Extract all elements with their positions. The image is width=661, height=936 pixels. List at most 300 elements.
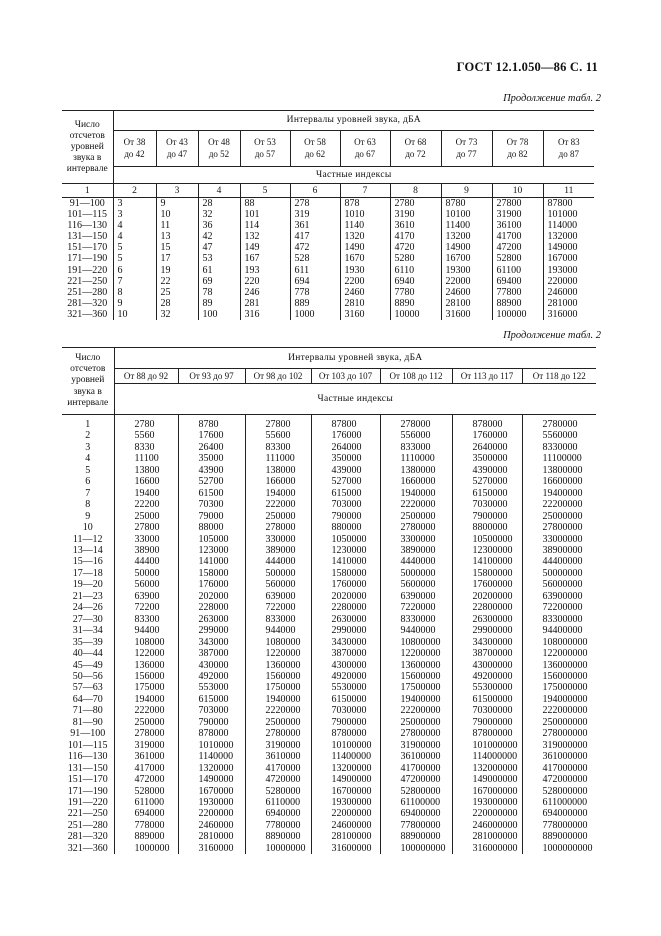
table-cell: 136000 <box>114 660 178 671</box>
table-cell: 703000 <box>178 705 245 716</box>
table-row <box>62 242 594 253</box>
table-cell: 19400000 <box>522 488 596 499</box>
table-cell: 17600000 <box>452 579 522 590</box>
table-cell: 4300000 <box>311 660 380 671</box>
table-cell: 4720 <box>390 242 441 253</box>
table-row <box>62 671 596 682</box>
table-cell: 878000 <box>178 728 245 739</box>
table-cell: 22200 <box>114 499 178 510</box>
table-cell: 2780000 <box>245 728 311 739</box>
table-cell: 11400000 <box>311 751 380 762</box>
table1-interval-header <box>198 130 240 166</box>
table-cell: 316 <box>240 309 290 320</box>
row-label: 31—34 <box>72 625 103 637</box>
table2-header <box>62 348 596 415</box>
table-cell: 250000 <box>114 717 178 728</box>
table2-partial-indices-label: Частные индексы <box>114 384 596 415</box>
table-cell: 6390000 <box>380 591 452 602</box>
table-row <box>62 534 596 545</box>
table-row <box>62 831 596 842</box>
table-cell: 123000 <box>178 545 245 556</box>
interval-from: От 63 <box>354 137 376 148</box>
table-cell: 1410000 <box>311 556 380 567</box>
table-cell: 528 <box>290 253 340 264</box>
table-row <box>62 522 596 533</box>
table-cell: 6150000 <box>452 488 522 499</box>
table-cell: 694 <box>290 276 340 287</box>
table-row <box>62 614 596 625</box>
row-label: 191—220 <box>67 264 108 276</box>
table-cell: 4920000 <box>311 671 380 682</box>
table1-intervals-row <box>62 130 594 166</box>
table-cell: 492000 <box>178 671 245 682</box>
table-row <box>62 682 596 693</box>
table-cell: 193000 <box>543 265 594 276</box>
table-cell: 156000000 <box>522 671 596 682</box>
table-cell: 47 <box>198 242 240 253</box>
table-cell: 176000 <box>178 579 245 590</box>
row-label: 27—30 <box>72 613 103 625</box>
table-cell: 878 <box>340 198 390 210</box>
table-cell: 28 <box>198 198 240 210</box>
table-cell: 31900 <box>492 209 543 220</box>
table-cell: 1360000 <box>245 660 311 671</box>
table-cell: 158000 <box>178 568 245 579</box>
table-cell: 250000000 <box>522 717 596 728</box>
table-cell: 4720000 <box>245 774 311 785</box>
table-cell: 175000000 <box>522 682 596 693</box>
table-cell: 78 <box>198 287 240 298</box>
table-cell: 83300000 <box>522 614 596 625</box>
table-row <box>62 231 594 242</box>
table-cell: 13200000 <box>311 763 380 774</box>
table-cell: 3870000 <box>311 648 380 659</box>
row-label: 13—14 <box>72 544 103 556</box>
table-cell: 69400 <box>492 276 543 287</box>
table1-continuation-caption: Продолжение табл. 2 <box>503 93 601 104</box>
table-cell: 19300000 <box>311 797 380 808</box>
table-cell: 69 <box>198 276 240 287</box>
row-label: 1 <box>85 419 91 430</box>
table-cell: 61 <box>198 265 240 276</box>
table-cell: 194000000 <box>522 694 596 705</box>
table1-column-number: 4 <box>198 184 240 198</box>
table-cell: 439000 <box>311 465 380 476</box>
table-cell: 500000 <box>245 568 311 579</box>
table2-interval-header: От 103 до 107 <box>311 369 380 384</box>
table-row <box>62 265 594 276</box>
table-cell: 56000000 <box>522 579 596 590</box>
table-cell: 8330000 <box>380 614 452 625</box>
table-cell: 417000000 <box>522 763 596 774</box>
row-label: 21—23 <box>72 590 103 602</box>
table-cell: 24600 <box>441 287 492 298</box>
table-cell: 222000 <box>245 499 311 510</box>
table-cell: 47200 <box>492 242 543 253</box>
table-cell: 5280000 <box>245 786 311 797</box>
table-cell: 1050000 <box>311 534 380 545</box>
table-cell: 22200000 <box>380 705 452 716</box>
table2-intervals-row <box>62 369 596 384</box>
table1-intervals-title: Интервалы уровней звука, дБА <box>113 111 594 131</box>
row-label: 101—115 <box>67 739 108 751</box>
table-cell: 27800 <box>114 522 178 533</box>
row-label: 221—250 <box>67 808 108 820</box>
table-cell: 72200000 <box>522 602 596 613</box>
table-cell: 417 <box>290 231 340 242</box>
table-cell: 278 <box>290 198 340 210</box>
table-cell: 38900000 <box>522 545 596 556</box>
table-cell: 361 <box>290 220 340 231</box>
table-cell: 250000 <box>245 511 311 522</box>
table-cell: 430000 <box>178 660 245 671</box>
table-cell: 7030000 <box>452 499 522 510</box>
row-label: 281—320 <box>67 297 108 309</box>
table2 <box>62 347 596 854</box>
table-cell: 4170000 <box>245 763 311 774</box>
table-cell: 281 <box>240 298 290 309</box>
table-cell: 25000000 <box>522 511 596 522</box>
table-cell: 2460 <box>340 287 390 298</box>
interval-to: до 52 <box>208 149 230 160</box>
table-cell: 8890000 <box>245 831 311 842</box>
row-label: 71—80 <box>72 705 103 717</box>
table-cell: 615000 <box>311 488 380 499</box>
row-label: 281—320 <box>67 831 108 843</box>
table-cell: 194000 <box>245 488 311 499</box>
table-cell: 444000 <box>245 556 311 567</box>
row-label: 15—16 <box>72 556 103 568</box>
table-cell: 32 <box>198 209 240 220</box>
row-label: 6 <box>85 476 91 488</box>
row-label: 131—150 <box>67 762 108 774</box>
table-cell: 122000000 <box>522 648 596 659</box>
interval-from: От 58 <box>304 137 326 148</box>
interval-to: до 62 <box>304 149 326 160</box>
table-row <box>62 476 596 487</box>
table-cell: 10 <box>113 309 156 320</box>
table-cell: 1760000 <box>311 579 380 590</box>
table-cell: 149000 <box>543 242 594 253</box>
table-cell: 3430000 <box>311 637 380 648</box>
row-label: 19—20 <box>72 579 103 591</box>
interval-from: От 48 <box>208 137 230 148</box>
table-cell: 316000000 <box>452 843 522 854</box>
table-cell: 49200000 <box>452 671 522 682</box>
table-cell: 25 <box>156 287 198 298</box>
row-label: 91—100 <box>69 198 105 209</box>
table-cell: 5560000 <box>522 430 596 441</box>
table-cell: 5280 <box>390 253 441 264</box>
table-cell: 3500000 <box>452 453 522 464</box>
table-cell: 3190000 <box>245 740 311 751</box>
row-label: 116—130 <box>67 751 108 763</box>
table-row <box>62 751 596 762</box>
row-label: 11—12 <box>72 533 103 545</box>
interval-from: От 83 <box>557 137 580 148</box>
table-row <box>62 820 596 831</box>
table-cell: 108000 <box>114 637 178 648</box>
table-cell: 2810000 <box>178 831 245 842</box>
table-cell: 8780 <box>441 198 492 210</box>
table-cell: 1750000 <box>245 682 311 693</box>
table2-row-header: Число отсчетов уровней звука в интервале <box>62 348 114 415</box>
table-cell: 528000000 <box>522 786 596 797</box>
table1-column-number: 6 <box>290 184 340 198</box>
table-cell: 2020000 <box>311 591 380 602</box>
table-cell: 20200000 <box>452 591 522 602</box>
table-cell: 138000 <box>245 465 311 476</box>
table-cell: 350000 <box>311 453 380 464</box>
table-cell: 281000000 <box>452 831 522 842</box>
table-cell: 8780 <box>178 415 245 431</box>
table-cell: 3160000 <box>178 843 245 854</box>
table1-column-number: 11 <box>543 184 594 198</box>
table-cell: 41700 <box>492 231 543 242</box>
table-cell: 2810 <box>340 298 390 309</box>
row-label: 57—63 <box>72 682 103 694</box>
table-cell: 8800000 <box>452 522 522 533</box>
table-row <box>62 763 596 774</box>
table-cell: 11400 <box>441 220 492 231</box>
table-cell: 61500 <box>178 488 245 499</box>
table-cell: 11100000 <box>522 453 596 464</box>
interval-to: до 77 <box>456 149 477 160</box>
table-cell: 5600000 <box>380 579 452 590</box>
table-row <box>62 625 596 636</box>
table-cell: 281000 <box>543 298 594 309</box>
table-cell: 7780 <box>390 287 441 298</box>
row-label: 4 <box>85 453 91 465</box>
table-cell: 246000000 <box>452 820 522 831</box>
table-cell: 1490 <box>340 242 390 253</box>
table-cell: 246 <box>240 287 290 298</box>
table-cell: 61500000 <box>452 694 522 705</box>
table-cell: 10500000 <box>452 534 522 545</box>
table1-column-number: 2 <box>113 184 156 198</box>
table-cell: 17600 <box>178 430 245 441</box>
table-cell: 319000 <box>114 740 178 751</box>
table-cell: 6150000 <box>311 694 380 705</box>
table1-partial-indices-label: Частные индексы <box>113 166 594 183</box>
table-cell: 5 <box>113 253 156 264</box>
table-cell: 2200000 <box>178 808 245 819</box>
row-label: 151—170 <box>67 242 108 254</box>
row-label: 151—170 <box>67 774 108 786</box>
interval-to: до 82 <box>507 149 528 160</box>
table-cell: 88 <box>240 198 290 210</box>
table-cell: 10100000 <box>311 740 380 751</box>
table1-header <box>62 111 594 198</box>
table-cell: 15600000 <box>380 671 452 682</box>
table-cell: 472 <box>290 242 340 253</box>
table-cell: 34300000 <box>452 637 522 648</box>
table-cell: 1010000 <box>178 740 245 751</box>
row-label: 5 <box>85 464 91 476</box>
table-cell: 694000000 <box>522 808 596 819</box>
table-cell: 89 <box>198 298 240 309</box>
table-cell: 87800000 <box>452 728 522 739</box>
table-cell: 13 <box>156 231 198 242</box>
table-cell: 27800 <box>492 198 543 210</box>
table-cell: 387000 <box>178 648 245 659</box>
table-cell: 194000 <box>114 694 178 705</box>
table2-interval-header: От 93 до 97 <box>178 369 245 384</box>
table-cell: 343000 <box>178 637 245 648</box>
table-cell: 88000 <box>178 522 245 533</box>
table-cell: 1580000 <box>311 568 380 579</box>
table1-interval-header <box>390 130 441 166</box>
table-cell: 1010 <box>340 209 390 220</box>
table-cell: 1140 <box>340 220 390 231</box>
table-cell: 5 <box>113 242 156 253</box>
table-cell: 27800000 <box>522 522 596 533</box>
table1-column-number: 5 <box>240 184 290 198</box>
table-cell: 2780000 <box>522 415 596 431</box>
table-cell: 13800 <box>114 465 178 476</box>
table-cell: 5560 <box>114 430 178 441</box>
row-label: 2 <box>85 430 91 442</box>
table-cell: 278000 <box>380 415 452 431</box>
table-cell: 472000 <box>114 774 178 785</box>
table2-interval-header: От 88 до 92 <box>114 369 178 384</box>
interval-from: От 68 <box>404 137 427 148</box>
table-cell: 28100000 <box>311 831 380 842</box>
table-cell: 3610000 <box>245 751 311 762</box>
table-cell: 122000 <box>114 648 178 659</box>
row-label: 7 <box>85 487 91 499</box>
table1-column-number: 1 <box>62 184 113 198</box>
table1-interval-header <box>290 130 340 166</box>
table-row <box>62 648 596 659</box>
table-cell: 32 <box>156 309 198 320</box>
table-cell: 193000000 <box>452 797 522 808</box>
table-cell: 1140000 <box>178 751 245 762</box>
table-cell: 889000000 <box>522 831 596 842</box>
table-cell: 72200 <box>114 602 178 613</box>
table1-interval-header <box>441 130 492 166</box>
table-row <box>62 568 596 579</box>
table-cell: 9 <box>156 198 198 210</box>
row-label: 40—44 <box>72 648 103 660</box>
row-label: 45—49 <box>72 659 103 671</box>
table-cell: 778000 <box>114 820 178 831</box>
table-cell: 13200 <box>441 231 492 242</box>
table-cell: 2640000 <box>452 442 522 453</box>
table-cell: 12300000 <box>452 545 522 556</box>
table-cell: 63900000 <box>522 591 596 602</box>
table-cell: 9 <box>113 298 156 309</box>
table-cell: 70300 <box>178 499 245 510</box>
table-cell: 156000 <box>114 671 178 682</box>
table-cell: 2780 <box>114 415 178 431</box>
table-row <box>62 309 594 320</box>
table-cell: 36100 <box>492 220 543 231</box>
table-cell: 4 <box>113 231 156 242</box>
table-cell: 278000 <box>114 728 178 739</box>
table-cell: 149 <box>240 242 290 253</box>
table-cell: 47200000 <box>380 774 452 785</box>
table-cell: 3 <box>113 209 156 220</box>
table1-column-numbers <box>62 184 594 198</box>
table-cell: 24600000 <box>311 820 380 831</box>
table-cell: 1560000 <box>245 671 311 682</box>
table-cell: 833000 <box>380 442 452 453</box>
table-cell: 141000 <box>178 556 245 567</box>
row-label: 35—39 <box>72 636 103 648</box>
table-row <box>62 740 596 751</box>
table-cell: 889000 <box>114 831 178 842</box>
table-cell: 1760000 <box>452 430 522 441</box>
table-cell: 880000 <box>311 522 380 533</box>
table-cell: 3610 <box>390 220 441 231</box>
table-cell: 16600 <box>114 476 178 487</box>
table-row <box>62 843 596 854</box>
table-cell: 361000000 <box>522 751 596 762</box>
table-cell: 527000 <box>311 476 380 487</box>
table-cell: 7030000 <box>311 705 380 716</box>
table-cell: 94400 <box>114 625 178 636</box>
table1 <box>62 110 594 320</box>
table-row <box>62 430 596 441</box>
row-label: 9 <box>85 510 91 522</box>
table-cell: 38700000 <box>452 648 522 659</box>
table-cell: 101000 <box>543 209 594 220</box>
row-label: 116—130 <box>67 220 108 232</box>
table-cell: 14100000 <box>452 556 522 567</box>
table-cell: 639000 <box>245 591 311 602</box>
table-cell: 2780 <box>390 198 441 210</box>
table-cell: 38900 <box>114 545 178 556</box>
table-cell: 1930 <box>340 265 390 276</box>
table-cell: 63900 <box>114 591 178 602</box>
table-cell: 228000 <box>178 602 245 613</box>
table-row <box>62 660 596 671</box>
table1-interval-header <box>492 130 543 166</box>
table-cell: 136000000 <box>522 660 596 671</box>
table-cell: 703000 <box>311 499 380 510</box>
table-cell: 1320 <box>340 231 390 242</box>
table1-interval-header <box>156 130 198 166</box>
table-cell: 8780000 <box>311 728 380 739</box>
table-cell: 790000 <box>311 511 380 522</box>
table-cell: 2630000 <box>311 614 380 625</box>
table-row <box>62 453 596 464</box>
table-row <box>62 298 594 309</box>
row-label: 251—280 <box>67 819 108 831</box>
table-cell: 11100 <box>114 453 178 464</box>
table2-intervals-title: Интервалы уровней звука, дБА <box>114 348 596 369</box>
table-cell: 264000 <box>311 442 380 453</box>
table-cell: 417000 <box>114 763 178 774</box>
table1-column-number: 8 <box>390 184 441 198</box>
table-cell: 22800000 <box>452 602 522 613</box>
interval-from: От 73 <box>455 137 478 148</box>
interval-to: до 47 <box>166 149 188 160</box>
table-cell: 2200 <box>340 276 390 287</box>
table-cell: 694000 <box>114 808 178 819</box>
row-label: 81—90 <box>72 716 103 728</box>
table-cell: 41700000 <box>380 763 452 774</box>
table-cell: 220000 <box>543 276 594 287</box>
table-cell: 8890 <box>390 298 441 309</box>
table-cell: 14900000 <box>311 774 380 785</box>
table-cell: 1380000 <box>380 465 452 476</box>
table-row <box>62 774 596 785</box>
table-cell: 4 <box>113 220 156 231</box>
table-cell: 27800 <box>245 415 311 431</box>
table-cell: 5000000 <box>380 568 452 579</box>
